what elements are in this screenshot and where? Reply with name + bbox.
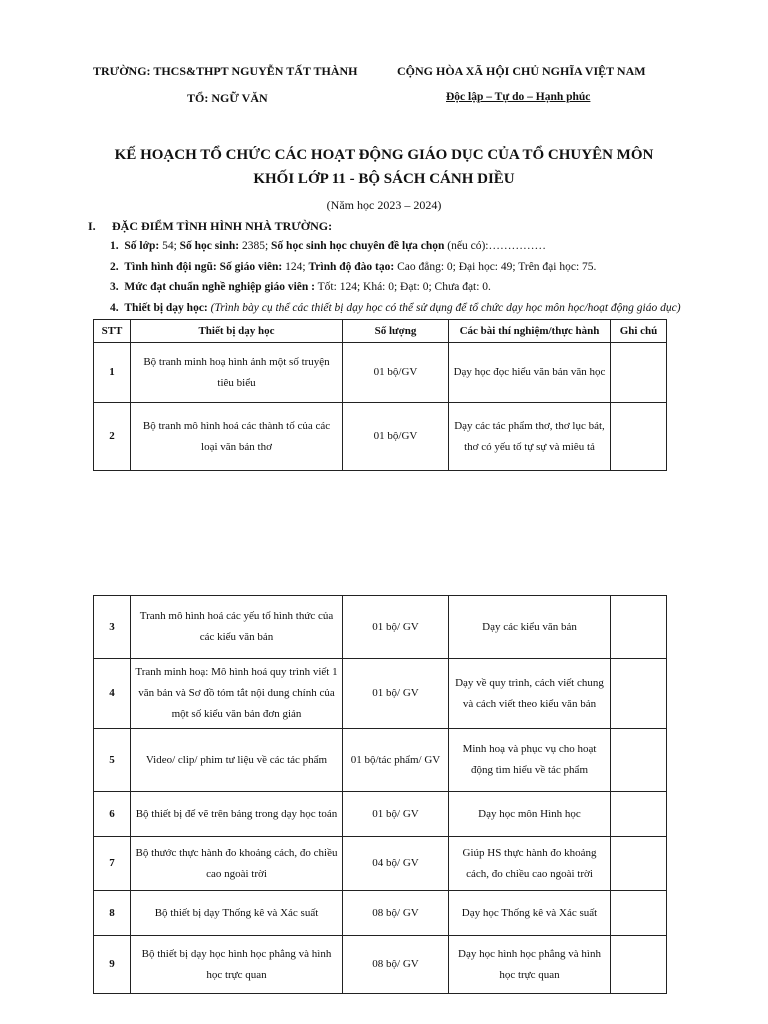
col-header-quantity: Số lượng [343, 320, 449, 343]
school-name: TRƯỜNG: THCS&THPT NGUYỄN TẤT THÀNH [93, 64, 358, 78]
cell-stt: 4 [94, 659, 131, 729]
cell-stt: 5 [94, 729, 131, 792]
cell-note [611, 936, 667, 994]
table-row [94, 792, 667, 837]
col-header-stt: STT [94, 320, 131, 343]
table-row [94, 343, 667, 403]
school-year: (Năm học 2023 – 2024) [326, 198, 442, 212]
table-row [94, 403, 667, 471]
cell-lesson: Dạy học môn Hình học [449, 792, 611, 837]
cell-stt: 2 [94, 403, 131, 471]
cell-note [611, 891, 667, 936]
cell-device: Bộ tranh mô hình hoá các thành tố của các loại văn bản thơ [131, 403, 343, 471]
cell-note [611, 792, 667, 837]
document-title-line2: KHỐI LỚP 11 - BỘ SÁCH CÁNH DIỀU [253, 171, 515, 187]
cell-note [611, 837, 667, 891]
cell-quantity: 01 bộ/ GV [343, 596, 449, 659]
cell-stt: 1 [94, 343, 131, 403]
table-row [94, 596, 667, 659]
cell-quantity: 01 bộ/GV [343, 403, 449, 471]
cell-stt: 3 [94, 596, 131, 659]
info-item-classes: 1. Số lớp: 54; Số học sinh: 2385; Số học sinh học chuyên đề lựa chọn (nếu có):…………… [110, 240, 546, 252]
table-row [94, 659, 667, 729]
cell-stt: 7 [94, 837, 131, 891]
motto: Độc lập – Tự do – Hạnh phúc [446, 91, 591, 103]
cell-device: Tranh minh hoạ: Mô hình hoá quy trình viết 1 văn bản và Sơ đồ tóm tắt nội dung chính của một số kiểu văn bản đơn giản [131, 659, 343, 729]
table-row [94, 936, 667, 994]
cell-device: Video/ clip/ phim tư liệu về các tác phẩm [131, 729, 343, 792]
cell-note [611, 343, 667, 403]
cell-quantity: 01 bộ/ GV [343, 659, 449, 729]
cell-device: Bộ thiết bị để vẽ trên bảng trong dạy học toán [131, 792, 343, 837]
table-row [94, 729, 667, 792]
cell-note [611, 403, 667, 471]
cell-note [611, 729, 667, 792]
cell-lesson: Dạy về quy trình, cách viết chung và cách viết theo kiểu văn bản [449, 659, 611, 729]
cell-device: Bộ thiết bị dạy Thống kê và Xác suất [131, 891, 343, 936]
cell-quantity: 01 bộ/tác phẩm/ GV [343, 729, 449, 792]
cell-quantity: 04 bộ/ GV [343, 837, 449, 891]
cell-lesson: Dạy học Thống kê và Xác suất [449, 891, 611, 936]
cell-lesson: Giúp HS thực hành đo khoảng cách, đo chiều cao ngoài trời [449, 837, 611, 891]
cell-quantity: 01 bộ/ GV [343, 792, 449, 837]
cell-stt: 6 [94, 792, 131, 837]
cell-quantity: 08 bộ/ GV [343, 891, 449, 936]
cell-stt: 9 [94, 936, 131, 994]
section-number: I. [88, 219, 96, 233]
col-header-notes: Ghi chú [611, 320, 667, 343]
info-item-standards: 3. Mức đạt chuẩn nghề nghiệp giáo viên : Tốt: 124; Khá: 0; Đạt: 0; Chưa đạt: 0. [110, 281, 491, 293]
cell-lesson: Dạy các kiểu văn bản [449, 596, 611, 659]
cell-note [611, 659, 667, 729]
cell-lesson: Dạy học đọc hiểu văn bản văn học [449, 343, 611, 403]
info-item-staff: 2. Tình hình đội ngũ: Số giáo viên: 124; Trình độ đào tạo: Cao đẳng: 0; Đại học: 49; Trên đại học: 75. [110, 261, 597, 273]
info-item-equipment: 4. Thiết bị dạy học: (Trình bày cụ thể các thiết bị dạy học có thể sử dụng để tổ chức dạy học môn học/hoạt động giáo dục) [110, 302, 681, 314]
equipment-table-part2 [93, 595, 667, 994]
document-title-line1: KẾ HOẠCH TỔ CHỨC CÁC HOẠT ĐỘNG GIÁO DỤC CỦA TỔ CHUYÊN MÔN [114, 147, 654, 163]
table-row [94, 891, 667, 936]
cell-lesson: Dạy các tác phẩm thơ, thơ lục bát, thơ có yếu tố tự sự và miêu tả [449, 403, 611, 471]
nation-name: CỘNG HÒA XÃ HỘI CHỦ NGHĨA VIỆT NAM [397, 64, 646, 78]
cell-device: Tranh mô hình hoá các yếu tố hình thức của các kiểu văn bản [131, 596, 343, 659]
cell-quantity: 01 bộ/GV [343, 343, 449, 403]
cell-stt: 8 [94, 891, 131, 936]
department-name: TỔ: NGỮ VĂN [187, 91, 268, 105]
col-header-lessons: Các bài thí nghiệm/thực hành [449, 320, 611, 343]
col-header-device: Thiết bị dạy học [131, 320, 343, 343]
cell-lesson: Minh hoạ và phục vụ cho hoạt động tìm hiểu về tác phẩm [449, 729, 611, 792]
cell-lesson: Dạy học hình học phẳng và hình học trực quan [449, 936, 611, 994]
table-header-row [94, 320, 667, 343]
cell-device: Bộ thước thực hành đo khoảng cách, đo chiều cao ngoài trời [131, 837, 343, 891]
cell-note [611, 596, 667, 659]
cell-device: Bộ thiết bị dạy học hình học phẳng và hình học trực quan [131, 936, 343, 994]
section-title: ĐẶC ĐIỂM TÌNH HÌNH NHÀ TRƯỜNG: [112, 219, 333, 233]
table-row [94, 837, 667, 891]
cell-quantity: 08 bộ/ GV [343, 936, 449, 994]
equipment-table-part1 [93, 319, 667, 471]
cell-device: Bộ tranh minh hoạ hình ảnh một số truyện tiêu biểu [131, 343, 343, 403]
